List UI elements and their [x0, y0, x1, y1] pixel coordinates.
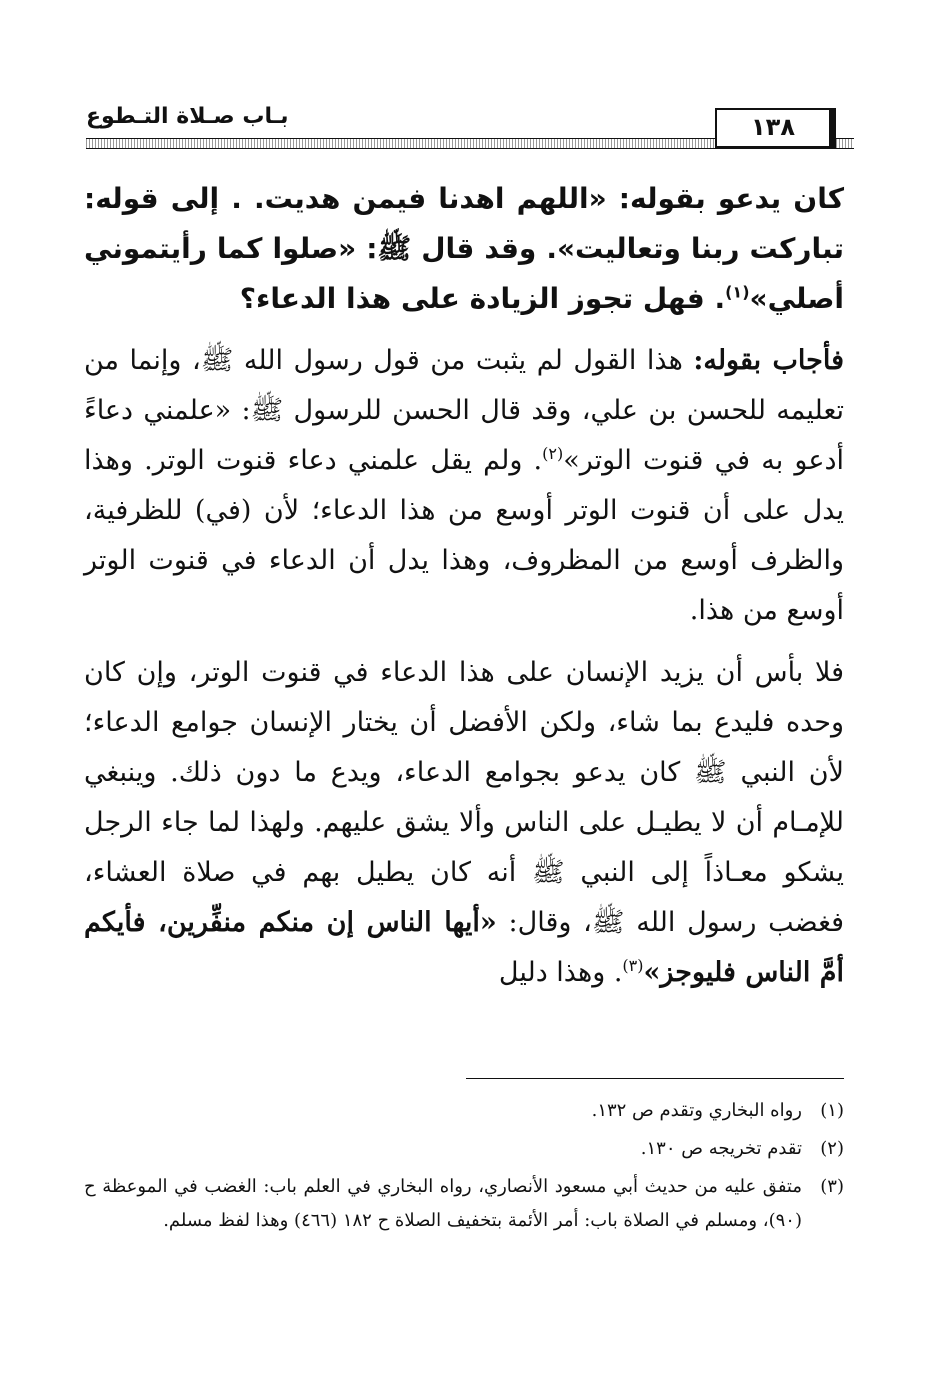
paragraph-3-end: . وهذا دليل	[498, 957, 623, 988]
footnote-ref-1: (١)	[725, 282, 750, 302]
question-paragraph	[84, 174, 844, 324]
footnote-text: تقدم تخريجه ص ١٣٠.	[640, 1138, 802, 1159]
hadith-quote: «أيها الناس إن منكم منفِّرين، فأيكم أمَّ الناس فليوجز»	[84, 907, 844, 988]
answer-text-end: . ولم يقل علمني دعاء قنوت الوتر. وهذا يدل على أن قنوت الوتر أوسع من هذا الدعاء؛ لأن (في) للظرفية، والظرف أوسع من المظروف، وهذا يدل أن الدعاء في قنوت الوتر أوسع من هذا.	[84, 445, 844, 626]
footnote-2	[84, 1132, 844, 1166]
footnote-ref-2: (٢)	[542, 444, 564, 463]
footnote-mark: (٣)	[820, 1176, 844, 1197]
chapter-title: بـاب صـلاة التـطوع	[86, 102, 297, 132]
footnote-divider	[466, 1078, 844, 1079]
footnote-ref-3: (٣)	[622, 956, 644, 975]
footnote-text: متفق عليه من حديث أبي مسعود الأنصاري، رواه البخاري في العلم باب: الغضب في الموعظة ح (٩٠)، ومسلم في الصلاة باب: أمر الأئمة بتخفيف الصلاة ح ١٨٢ (٤٦٦) وهذا لفظ مسلم.	[84, 1176, 802, 1231]
page-number: ١٣٨	[715, 108, 836, 148]
footnote-mark: (١)	[820, 1100, 844, 1121]
page-header	[86, 104, 854, 148]
footnote-3	[84, 1170, 844, 1238]
answer-lead: فأجاب بقوله:	[693, 345, 844, 376]
footnote-mark: (٢)	[820, 1138, 844, 1159]
answer-paragraph	[84, 336, 844, 636]
footnote-1	[84, 1094, 844, 1128]
footnote-text: رواه البخاري وتقدم ص ١٣٢.	[591, 1100, 802, 1121]
footnotes	[84, 1094, 844, 1242]
body-text	[84, 174, 844, 1010]
question-text-end: . فهل تجوز الزيادة على هذا الدعاء؟	[239, 282, 726, 315]
question-text: كان يدعو بقوله: «اللهم اهدنا فيمن هديت. . إلى قوله: تباركت ربنا وتعاليت». وقد قال ﷺ: «صلوا كما رأيتموني أصلي»	[84, 182, 844, 315]
paragraph-3	[84, 648, 844, 998]
answer-text: هذا القول لم يثبت من قول رسول الله ﷺ، وإنما من تعليمه للحسن بن علي، وقد قال الحسن للرسول ﷺ: «علمني دعاءً أدعو به في قنوت الوتر»	[84, 345, 844, 476]
paragraph-3-text: فلا بأس أن يزيد الإنسان على هذا الدعاء في قنوت الوتر، وإن كان وحده فليدع بما شاء، ولكن الأفضل أن يختار الإنسان جوامع الدعاء؛ لأن النبي ﷺ كان يدعو بجوامع الدعاء، ويدع ما دون ذلك. وينبغي للإمـام أن لا يطيـل على الناس وألا يشق عليهم. ولهذا لما جاء الرجل يشكو معـاذاً إلى النبي ﷺ أنه كان يطيل بهم في صلاة العشاء، فغضب رسول الله ﷺ، وقال:	[84, 657, 844, 938]
